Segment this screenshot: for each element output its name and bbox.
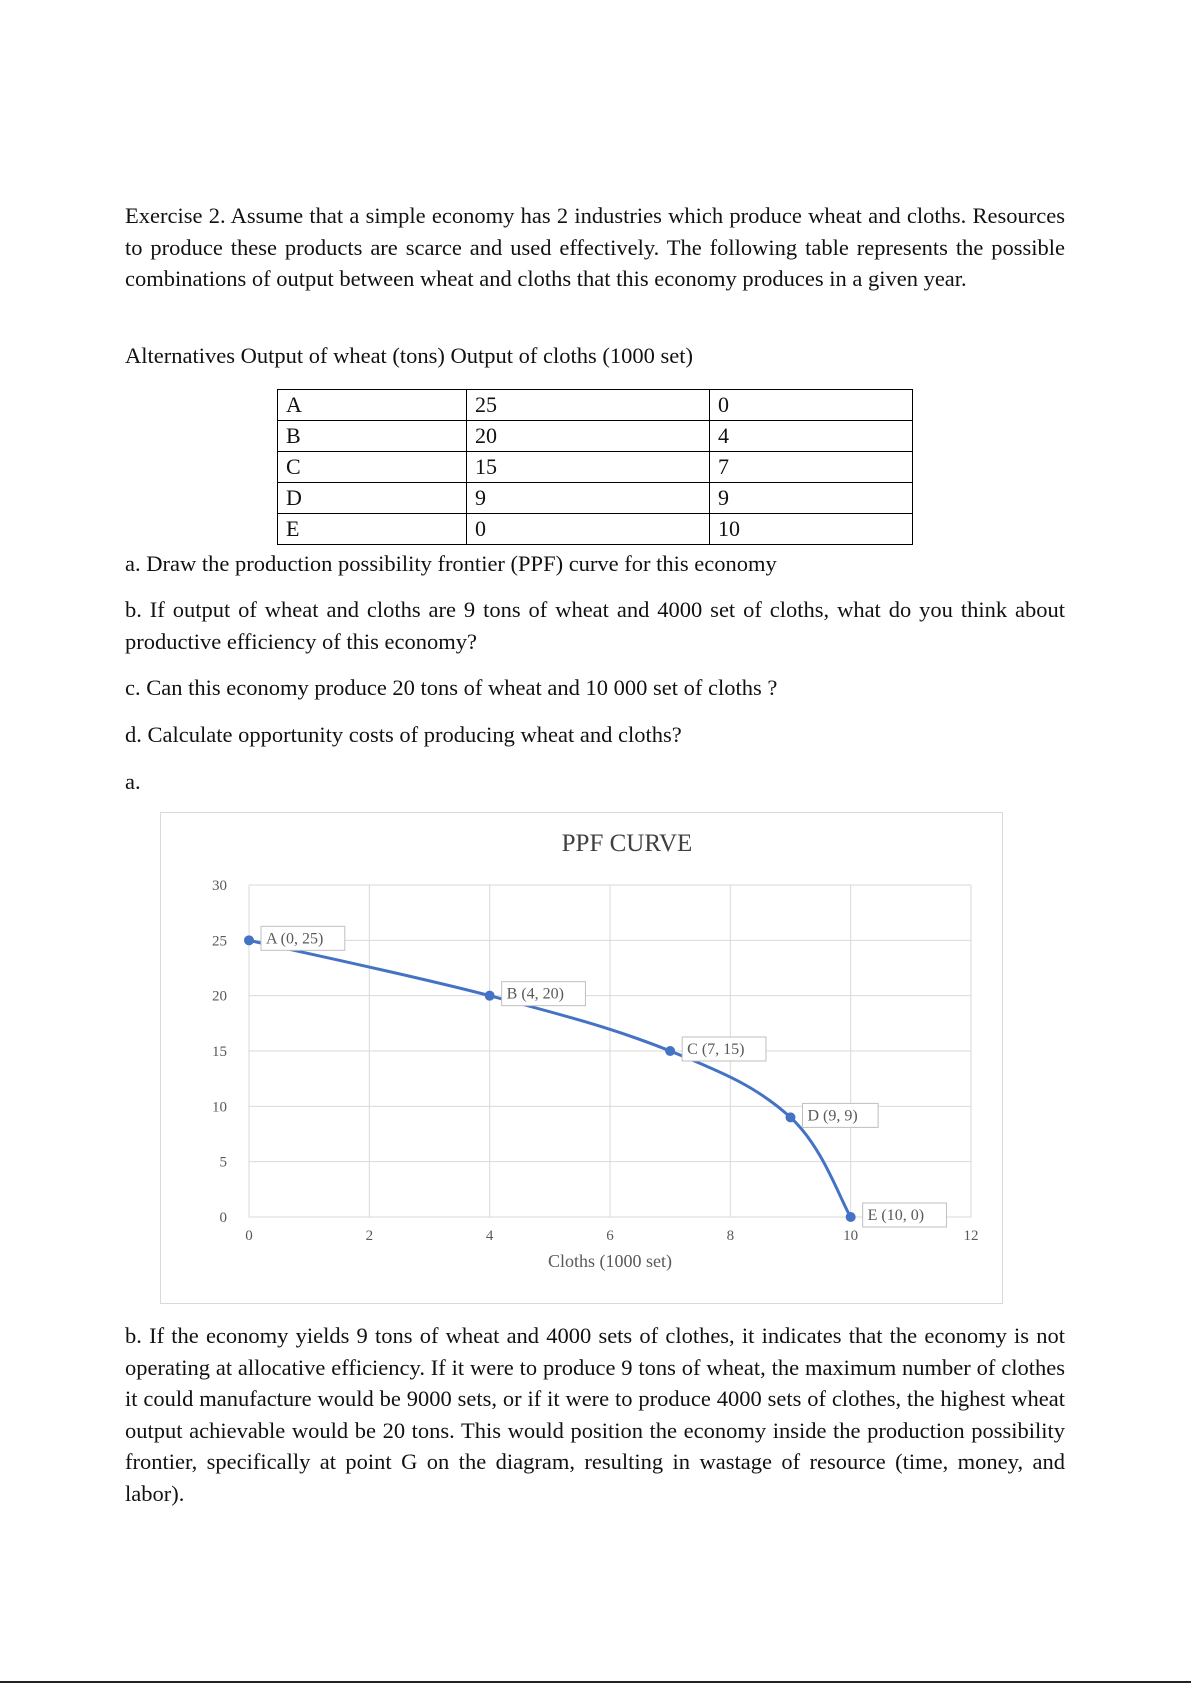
table-row: [278, 390, 913, 421]
x-tick-label: 0: [245, 1228, 253, 1244]
table-row: [278, 483, 913, 514]
table-cell-alternative: D: [278, 483, 467, 514]
table-cell-cloths: 7: [710, 452, 913, 483]
table-cell-cloths: 0: [710, 390, 913, 421]
table-cell-alternative: B: [278, 421, 467, 452]
y-tick-label: 10: [212, 1099, 227, 1116]
x-tick-label: 12: [963, 1228, 979, 1244]
table-cell-cloths: 10: [710, 514, 913, 545]
data-label: B (4, 20): [506, 985, 564, 1003]
data-point: [244, 935, 254, 945]
question-b: b. If output of wheat and cloths are 9 tons of wheat and 4000 set of cloths, what do you think about productive efficiency of this economy?: [125, 597, 1065, 654]
exercise-intro: Exercise 2. Assume that a simple economy has 2 industries which produce wheat and cloths. Resources to produce these products are scarce and used effectively. The following table represents the possible combinations of output between wheat and cloths that this economy produces in a given year.: [125, 203, 1065, 291]
data-label: D (9, 9): [807, 1107, 858, 1125]
question-c: c. Can this economy produce 20 tons of wheat and 10 000 set of cloths ?: [125, 675, 778, 700]
question-a: a. Draw the production possibility frontier (PPF) curve for this economy: [125, 551, 777, 576]
table-row: [278, 514, 913, 545]
table-cell-wheat: 0: [467, 514, 710, 545]
x-tick-label: 4: [485, 1228, 494, 1244]
table-cell-wheat: 15: [467, 452, 710, 483]
table-cell-cloths: 9: [710, 483, 913, 514]
table-cell-wheat: 20: [467, 421, 710, 452]
table-row: [278, 421, 913, 452]
x-axis-label: Cloths (1000 set): [548, 1251, 672, 1271]
ppf-chart-svg: [161, 813, 1002, 1303]
chart-title: PPF CURVE: [561, 830, 693, 857]
table-row: [278, 452, 913, 483]
question-d: d. Calculate opportunity costs of producing wheat and cloths?: [125, 722, 682, 747]
x-tick-label: 2: [365, 1228, 374, 1244]
table-cell-wheat: 9: [467, 483, 710, 514]
table-cell-alternative: E: [278, 514, 467, 545]
table-cell-alternative: C: [278, 452, 467, 483]
y-tick-label: 15: [212, 1044, 227, 1060]
x-tick-label: 6: [606, 1228, 614, 1244]
table-cell-wheat: 25: [467, 390, 710, 421]
data-label: E (10, 0): [867, 1207, 925, 1224]
data-point: [665, 1046, 675, 1056]
y-tick-label: 30: [212, 878, 227, 894]
alternatives-table: [277, 389, 913, 545]
x-tick-label: 8: [726, 1228, 735, 1244]
data-point: [846, 1212, 856, 1222]
y-tick-label: 0: [219, 1210, 227, 1226]
data-point: [485, 991, 495, 1001]
table-header-text: Alternatives Output of wheat (tons) Output of cloths (1000 set): [125, 343, 694, 368]
y-tick-label: 25: [212, 933, 227, 950]
table-cell-alternative: A: [278, 390, 467, 421]
x-tick-label: 10: [843, 1228, 859, 1244]
answer-b: b. If the economy yields 9 tons of wheat and 4000 sets of clothes, it indicates that the economy is not operating at allocative efficiency. If it were to produce 9 tons of wheat, the maximum number of clothes it could manufacture would be 9000 sets, or if it were to produce 4000 sets of clothes, the highest wheat output achievable would be 20 tons. This would position the economy inside the production possibility frontier, specifically at point G on the diagram, resulting in wastage of resource (time, money, and labor).: [125, 1323, 1065, 1506]
page-bottom-rule: [0, 1681, 1191, 1683]
y-tick-label: 20: [212, 988, 227, 1005]
answer-a-label: a.: [125, 769, 141, 794]
data-label: A (0, 25): [266, 930, 324, 948]
table-cell-cloths: 4: [710, 421, 913, 452]
data-point: [786, 1112, 796, 1122]
ppf-chart: [160, 812, 1003, 1304]
y-tick-label: 5: [219, 1154, 227, 1171]
data-label: C (7, 15): [687, 1041, 745, 1058]
